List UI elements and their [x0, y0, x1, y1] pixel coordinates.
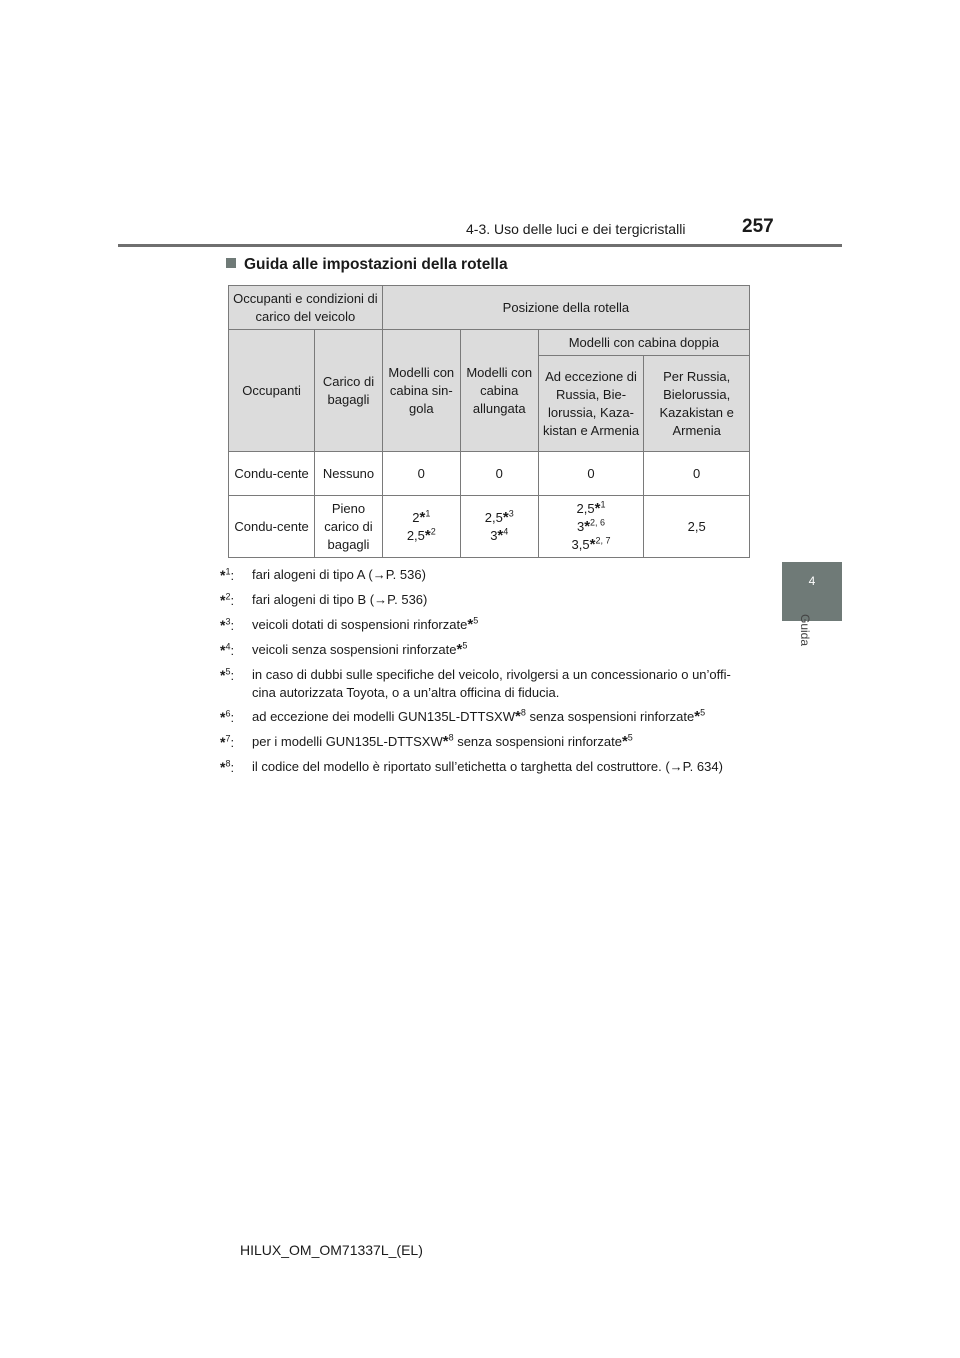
cell-luggage: Nessuno	[315, 452, 383, 496]
page-number: 257	[742, 216, 774, 237]
footnotes	[220, 566, 750, 783]
header-extended-cab: Modelli con cabina allungata	[460, 330, 538, 452]
footnote-4: *$^4$: veicoli senza sospensioni rinforzate*$^5$	[220, 640, 468, 658]
section-title	[226, 256, 508, 274]
footnote-5: *$^5$: in caso di dubbi sulle specifiche del veicolo, rivolgersi a un concessionario o un’offi-cina autorizzata Toyota, o a un’altra officina di fiducia.	[220, 666, 731, 700]
cell-except: 0	[538, 452, 644, 496]
cell-occupants: Condu-cente	[229, 452, 315, 496]
footnote-3: *$^3$: veicoli dotati di sospensioni rinforzate*$^5$	[220, 615, 479, 633]
cell-extended: 2,5*$^3$ 3*$^4$	[460, 496, 538, 558]
cell-occupants: Condu-cente	[229, 496, 315, 558]
footnote-2: *$^2$: fari alogeni di tipo B (→P. 536)	[220, 591, 428, 608]
header-luggage: Carico di bagagli	[315, 330, 383, 452]
chapter-label: Guida	[798, 614, 812, 647]
header-position: Posizione della rotella	[382, 286, 749, 330]
cell-luggage: Pieno carico di bagagli	[315, 496, 383, 558]
footnote-1: *$^1$: fari alogeni di tipo A (→P. 536)	[220, 566, 426, 583]
cell-for: 0	[644, 452, 750, 496]
chapter-tab: 4	[782, 562, 842, 621]
header-occupants: Occupanti	[229, 330, 315, 452]
cell-for: 2,5	[644, 496, 750, 558]
header-double-cab: Modelli con cabina doppia	[538, 330, 749, 356]
cell-extended: 0	[460, 452, 538, 496]
header-single-cab: Modelli con cabina sin-gola	[382, 330, 460, 452]
header-divider	[118, 244, 842, 247]
settings-table	[228, 285, 750, 558]
footnote-8: *$^8$: il codice del modello è riportato sull’etichetta o targhetta del costruttore. (→P. 634)	[220, 758, 723, 775]
footnote-7: *$^7$: per i modelli GUN135L-DTTSXW*$^8$ senza sospensioni rinforzate*$^5$	[220, 732, 633, 750]
cell-single: 2*$^1$ 2,5*$^2$	[382, 496, 460, 558]
footer-document-code: HILUX_OM_OM71337L_(EL)	[240, 1242, 423, 1258]
table-row	[229, 452, 750, 496]
header-conditions: Occupanti e condizioni di carico del veicolo	[229, 286, 383, 330]
section-marker-icon	[226, 258, 236, 268]
section-title-text: Guida alle impostazioni della rotella	[244, 256, 508, 273]
footnote-6: *$^6$: ad eccezione dei modelli GUN135L-DTTSXW*$^8$ senza sospensioni rinforzate*$^5$	[220, 707, 706, 725]
table-row	[229, 496, 750, 558]
header-section-title: 4-3. Uso delle luci e dei tergicristalli	[466, 221, 686, 237]
header-except-countries: Ad eccezione di Russia, Bie-lorussia, Kaza-kistan e Armenia	[538, 356, 644, 452]
cell-single: 0	[382, 452, 460, 496]
header-for-countries: Per Russia, Bielorussia, Kazakistan e Armenia	[644, 356, 750, 452]
cell-except: 2,5*$^1$ 3*$^{2, 6}$ 3,5*$^{2, 7}$	[538, 496, 644, 558]
